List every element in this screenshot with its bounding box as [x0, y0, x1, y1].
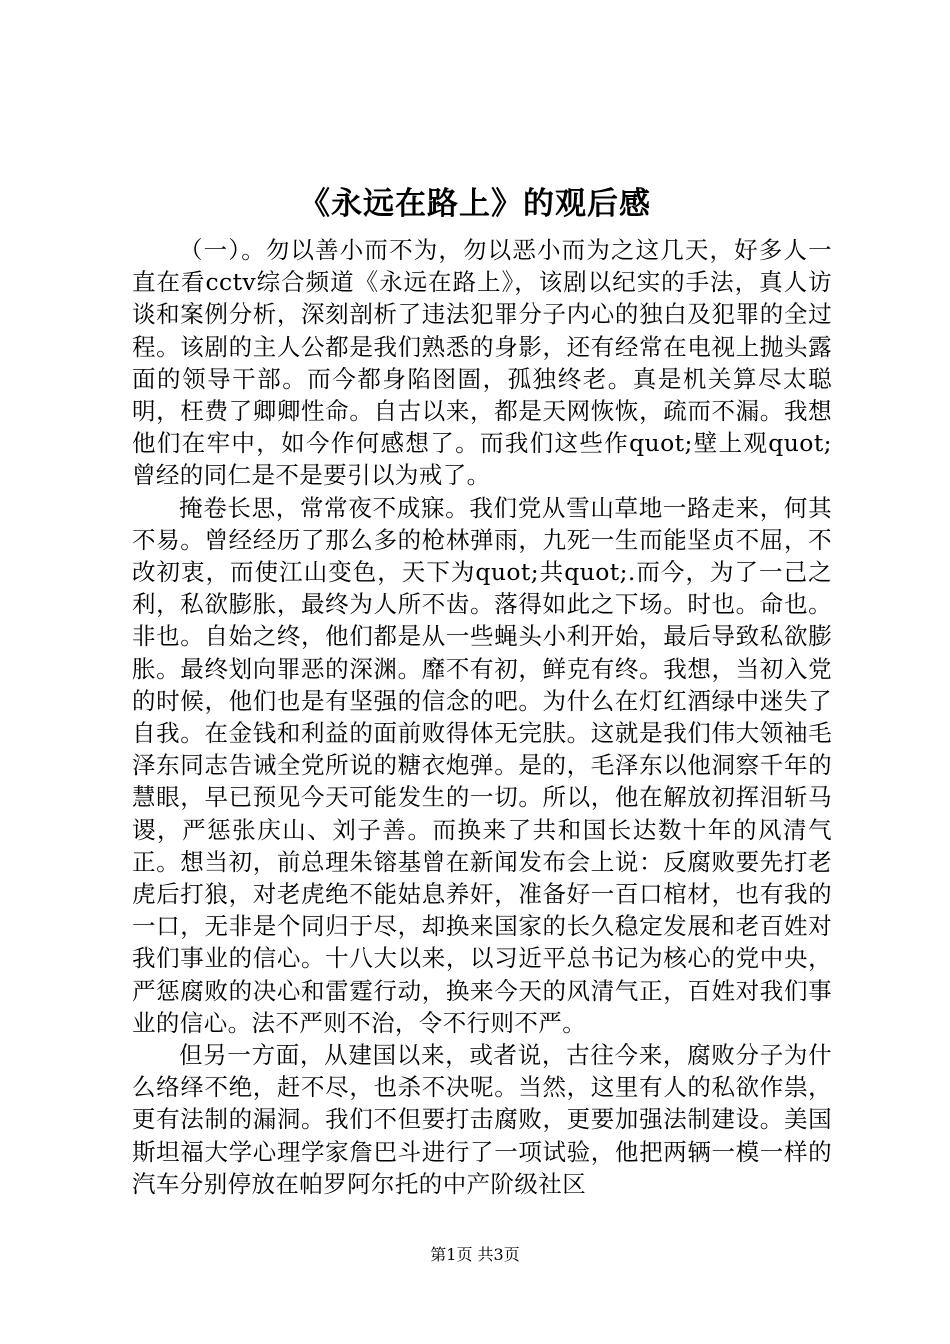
paragraph-1: （一）。勿以善小而不为，勿以恶小而为之这几天，好多人一直在看cctv综合频道《永远在路上》，该剧以纪实的手法，真人访谈和案例分析，深刻剖析了违法犯罪分子内心的独白及犯罪的全过程。该剧的主人公都是我们熟悉的身影，还有经常在电视上抛头露面的领导干部。而今都身陷囹圄，孤独终老。真是机关算尽太聪明，枉费了卿卿性命。自古以来，都是天网恢恢，疏而不漏。我想他们在牢中，如今作何感想了。而我们这些作quot;壁上观quot;曾经的同仁是不是要引以为戒了。	[132, 236, 832, 490]
document-title: 《永远在路上》的观后感	[299, 186, 651, 222]
paragraph-3: 但另一方面，从建国以来，或者说，古往今来，腐败分子为什么络绎不绝，赶不尽，也杀不决呢。当然，这里有人的私欲作祟，更有法制的漏洞。我们不但要打击腐败，更要加强法制建设。美国斯坦福大学心理学家詹巴斗进行了一项试验，他把两辆一模一样的汽车分别停放在帕罗阿尔托的中产阶级社区	[132, 1041, 832, 1198]
page-footer: 第1页 共3页	[430, 1245, 520, 1264]
document-body	[132, 234, 832, 1200]
paragraph-2: 掩卷长思，常常夜不成寐。我们党从雪山草地一路走来，何其不易。曾经经历了那么多的枪林弹雨，九死一生而能坚贞不屈，不改初衷，而使江山变色，天下为quot;共quot;.而今，为了一己之利，私欲膨胀，最终为人所不齿。落得如此之下场。时也。命也。非也。自始之终，他们都是从一些蝇头小利开始，最后导致私欲膨胀。最终划向罪恶的深渊。靡不有初，鲜克有终。我想，当初入党的时候，他们也是有坚强的信念的吧。为什么在灯红酒绿中迷失了自我。在金钱和利益的面前败得体无完肤。这就是我们伟大领袖毛泽东同志告诫全党所说的糖衣炮弹。是的，毛泽东以他洞察千年的慧眼，早已预见今天可能发生的一切。所以，他在解放初挥泪斩马谡，严惩张庆山、刘子善。而换来了共和国长达数十年的风清气正。想当初，前总理朱镕基曾在新闻发布会上说：反腐败要先打老虎后打狼，对老虎绝不能姑息养奸，准备好一百口棺材，也有我的一口，无非是个同归于尽，却换来国家的长久稳定发展和老百姓对我们事业的信心。十八大以来，以习近平总书记为核心的党中央，严惩腐败的决心和雷霆行动，换来今天的风清气正，百姓对我们事业的信心。法不严则不治，令不行则不严。	[132, 493, 832, 1037]
